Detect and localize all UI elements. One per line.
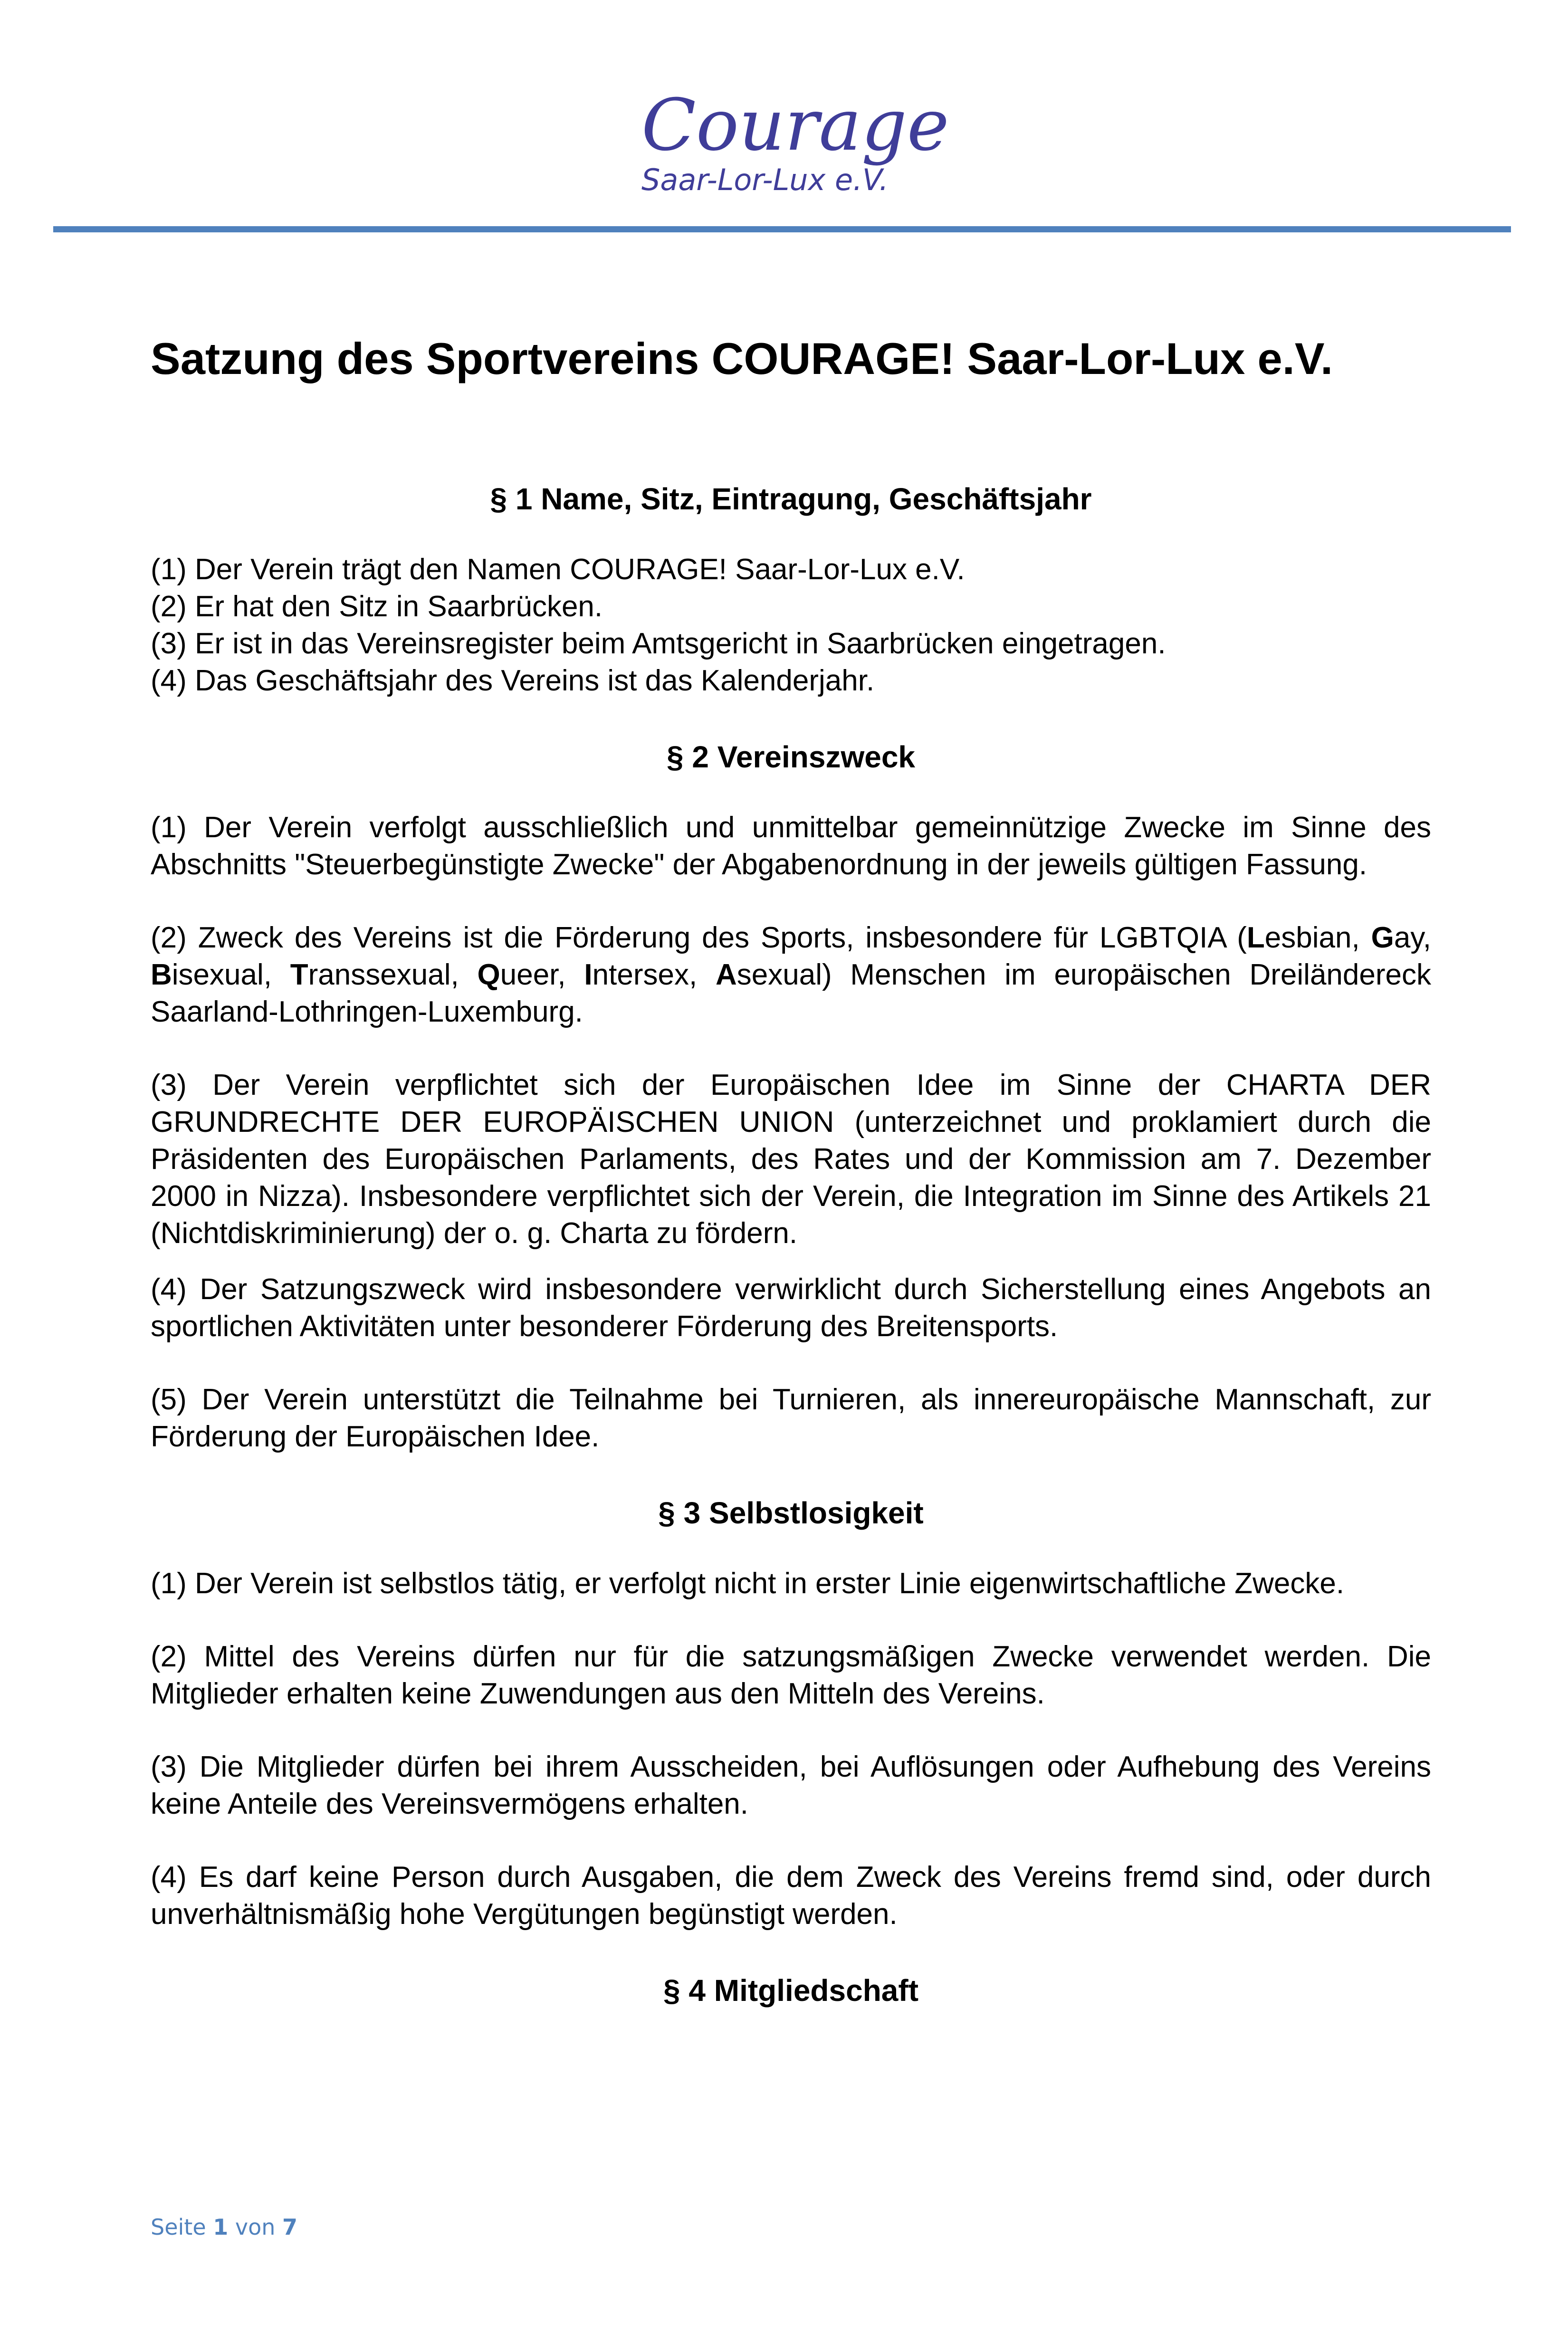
acronym-word-l: esbian, bbox=[1264, 921, 1371, 954]
footer-middle: von bbox=[228, 2214, 283, 2240]
section-heading-3: § 3 Selbstlosigkeit bbox=[658, 1496, 924, 1530]
acronym-word-g: ay, bbox=[1394, 921, 1431, 954]
section-heading-4: § 4 Mitgliedschaft bbox=[663, 1973, 918, 2008]
section-3-para-1: (1) Der Verein ist selbstlos tätig, er verfolgt nicht in erster Linie eigenwirtschaftliche Zwecke. bbox=[151, 1567, 1345, 1600]
section-heading-1: § 1 Name, Sitz, Eintragung, Geschäftsjahr bbox=[490, 482, 1092, 516]
courage-logo bbox=[632, 93, 955, 202]
section-3-para-3: (3) Die Mitglieder dürfen bei ihrem Ausscheiden, bei Auflösungen oder Aufhebung des Vereins keine Anteile des Vereinsvermögens erhalten. bbox=[151, 1750, 1431, 1820]
section-1-line-3: (3) Er ist in das Vereinsregister beim Amtsgericht in Saarbrücken eingetragen. bbox=[151, 627, 1166, 660]
acronym-word-b: isexual, bbox=[172, 958, 290, 991]
acronym-word-t: ranssexual, bbox=[308, 958, 478, 991]
acronym-letter-l: L bbox=[1246, 921, 1265, 954]
section-2-para-2 bbox=[151, 919, 1431, 1031]
section-2-para-4: (4) Der Satzungszweck wird insbesondere verwirklicht durch Sicherstellung eines Angebots an sportlichen Aktivitäten unter besonderer Förderung des Breitensports. bbox=[151, 1273, 1431, 1343]
acronym-letter-q: Q bbox=[477, 958, 500, 991]
section-heading-2: § 2 Vereinszweck bbox=[666, 740, 916, 774]
acronym-letter-i: I bbox=[584, 958, 593, 991]
logo-brand: Courage bbox=[641, 93, 949, 167]
section-1-line-4: (4) Das Geschäftsjahr des Vereins ist das Kalenderjahr. bbox=[151, 664, 875, 697]
acronym-letter-a: A bbox=[715, 958, 737, 991]
para-2-intro: (2) Zweck des Vereins ist die Förderung des Sports, insbesondere für LGBTQIA ( bbox=[151, 921, 1247, 954]
document-body bbox=[151, 328, 1431, 2043]
footer-prefix: Seite bbox=[151, 2214, 213, 2240]
logo-subtitle: Saar-Lor-Lux e.V. bbox=[641, 163, 889, 197]
section-1-line-1: (1) Der Verein trägt den Namen COURAGE! Saar-Lor-Lux e.V. bbox=[151, 553, 965, 586]
section-2-para-3: (3) Der Verein verpflichtet sich der Europäischen Idee im Sinne der CHARTA DER GRUNDRECHTE DER EUROPÄISCHEN UNION (unterzeichnet und proklamiert durch die Präsidenten des Europäischen Parlaments, des Rates und der Kommission am 7. Dezember 2000 in Nizza). Insbesondere verpflichtet sich der Verein, die Integration im Sinne des Artikels 21 (Nichtdiskriminierung) der o. g. Charta zu fördern. bbox=[151, 1069, 1431, 1250]
page-footer bbox=[151, 2214, 297, 2240]
acronym-word-i: ntersex, bbox=[592, 958, 716, 991]
section-2-para-1: (1) Der Verein verfolgt ausschließlich und unmittelbar gemeinnützige Zwecke im Sinne des Abschnitts "Steuerbegünstigte Zwecke" der Abgabenordnung in der jeweils gültigen Fassung. bbox=[151, 811, 1431, 881]
section-1-line-2: (2) Er hat den Sitz in Saarbrücken. bbox=[151, 590, 603, 623]
acronym-letter-t: T bbox=[290, 958, 308, 991]
section-2-para-5: (5) Der Verein unterstützt die Teilnahme bei Turnieren, als innereuropäische Mannschaft, zur Förderung der Europäischen Idee. bbox=[151, 1383, 1431, 1453]
section-1-text bbox=[151, 551, 1431, 699]
acronym-letter-b: B bbox=[151, 958, 172, 991]
section-3-para-2: (2) Mittel des Vereins dürfen nur für die satzungsmäßigen Zwecke verwendet werden. Die Mitglieder erhalten keine Zuwendungen aus den Mitteln des Vereins. bbox=[151, 1640, 1431, 1710]
header-rule bbox=[53, 226, 1511, 232]
acronym-word-q: ueer, bbox=[500, 958, 584, 991]
acronym-letter-g: G bbox=[1371, 921, 1394, 954]
section-3-para-4: (4) Es darf keine Person durch Ausgaben, die dem Zweck des Vereins fremd sind, oder durch unverhältnismäßig hohe Vergütungen begünstigt werden. bbox=[151, 1861, 1431, 1931]
document-title: Satzung des Sportvereins COURAGE! Saar-Lor-Lux e.V. bbox=[151, 334, 1333, 383]
acronym-word-a: sexual) Menschen im europäischen Dreiländereck Saarland-Lothringen-Luxemburg. bbox=[151, 958, 1431, 1028]
footer-page-total: 7 bbox=[282, 2214, 298, 2240]
footer-page-number: 1 bbox=[213, 2214, 229, 2240]
